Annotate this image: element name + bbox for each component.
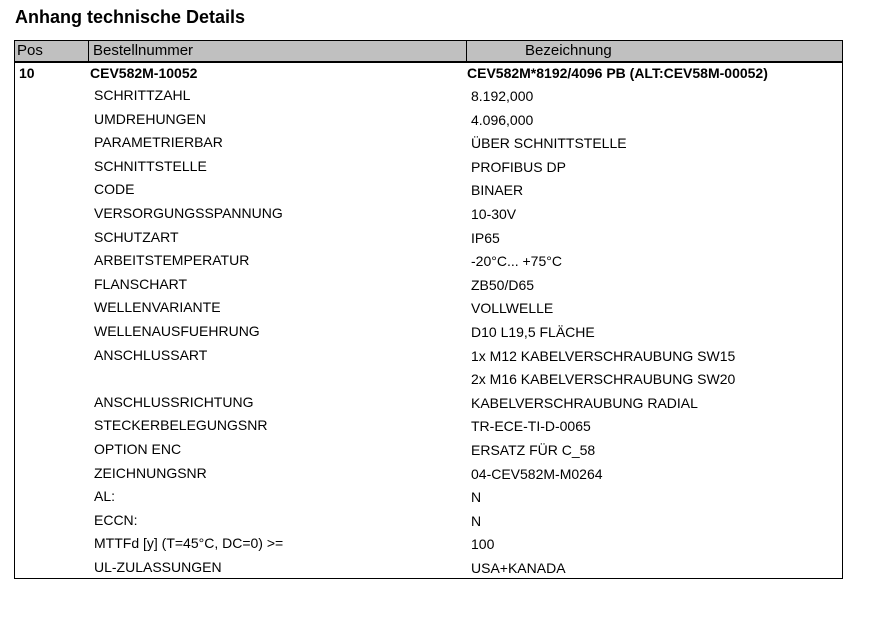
spec-label: SCHNITTSTELLE	[94, 158, 207, 174]
item-order-number: CEV582M-10052	[90, 65, 198, 81]
spec-label: UMDREHUNGEN	[94, 111, 206, 127]
spec-value: 100	[471, 536, 495, 552]
spec-value: -20°C... +75°C	[471, 253, 562, 269]
spec-label: PARAMETRIERBAR	[94, 134, 223, 150]
header-description: Bezeichnung	[525, 42, 612, 59]
spec-label: MTTFd [y] (T=45°C, DC=0) >=	[94, 535, 284, 551]
spec-label: SCHRITTZAHL	[94, 87, 191, 103]
spec-value: KABELVERSCHRAUBUNG RADIAL	[471, 395, 698, 411]
spec-label: ZEICHNUNGSNR	[94, 465, 207, 481]
spec-value: ERSATZ FÜR C_58	[471, 442, 596, 458]
header-order-number: Bestellnummer	[93, 42, 194, 59]
spec-label: WELLENVARIANTE	[94, 299, 221, 315]
spec-label: ANSCHLUSSRICHTUNG	[94, 394, 254, 410]
spec-label: OPTION ENC	[94, 441, 182, 457]
spec-label: WELLENAUSFUEHRUNG	[94, 323, 260, 339]
spec-value: USA+KANADA	[471, 560, 566, 576]
spec-value: 2x M16 KABELVERSCHRAUBUNG SW20	[471, 371, 736, 387]
page-title: Anhang technische Details	[15, 7, 246, 27]
spec-label: STECKERBELEGUNGSNR	[94, 417, 268, 433]
spec-value: N	[471, 489, 482, 505]
spec-value: 10-30V	[471, 206, 517, 222]
spec-label: UL-ZULASSUNGEN	[94, 559, 222, 575]
spec-label: CODE	[94, 181, 135, 197]
spec-value: VOLLWELLE	[471, 300, 554, 316]
spec-label: ARBEITSTEMPERATUR	[94, 252, 250, 268]
spec-value: 04-CEV582M-M0264	[471, 466, 603, 482]
spec-value: PROFIBUS DP	[471, 159, 566, 175]
spec-value: D10 L19,5 FLÄCHE	[471, 324, 595, 340]
spec-value: ZB50/D65	[471, 277, 535, 293]
spec-value: N	[471, 513, 482, 529]
item-pos: 10	[19, 65, 35, 81]
spec-value: 4.096,000	[471, 112, 534, 128]
spec-label: AL:	[94, 488, 116, 504]
spec-value: 1x M12 KABELVERSCHRAUBUNG SW15	[471, 348, 736, 364]
spec-label: ANSCHLUSSART	[94, 347, 208, 363]
spec-label: ECCN:	[94, 512, 138, 528]
spec-label: SCHUTZART	[94, 229, 179, 245]
header-divider-1	[88, 41, 89, 61]
spec-value: BINAER	[471, 182, 524, 198]
header-divider-2	[466, 41, 467, 61]
spec-label: FLANSCHART	[94, 276, 188, 292]
spec-value: TR-ECE-TI-D-0065	[471, 418, 591, 434]
spec-value: 8.192,000	[471, 88, 534, 104]
spec-value: ÜBER SCHNITTSTELLE	[471, 135, 627, 151]
technical-details-table	[14, 40, 843, 579]
table-header-row	[15, 41, 842, 63]
spec-label: VERSORGUNGSSPANNUNG	[94, 205, 283, 221]
spec-value: IP65	[471, 230, 500, 246]
item-description: CEV582M*8192/4096 PB (ALT:CEV58M-00052)	[467, 65, 768, 81]
header-pos: Pos	[17, 42, 43, 59]
